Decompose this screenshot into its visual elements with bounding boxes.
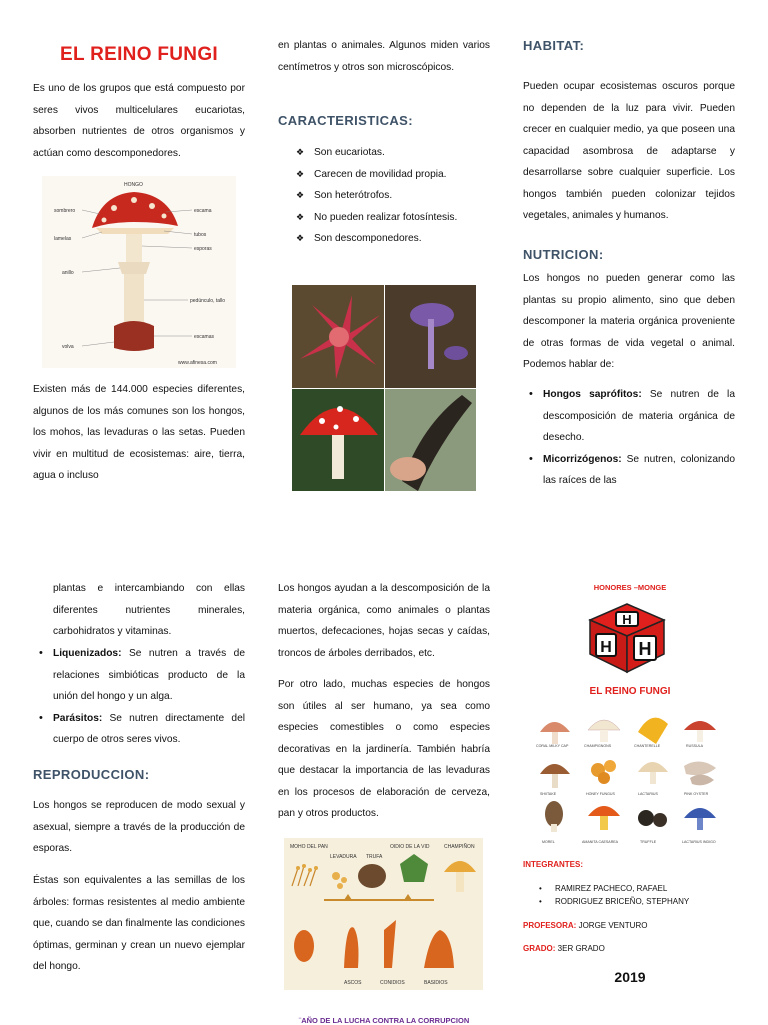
label-escamas: escamas bbox=[194, 334, 215, 340]
list-item: • Liquenizados: Se nutren a través de relaciones simbióticas producto de la unión del hongo y un alga. bbox=[33, 643, 245, 708]
mushroom-label: LACTARIUS INDIGO bbox=[682, 840, 716, 844]
mushroom-label: TRUFFLE bbox=[640, 840, 657, 844]
label-anillo: anillo bbox=[62, 270, 74, 276]
list-item: • RAMIREZ PACHECO, RAFAEL bbox=[539, 884, 668, 893]
label-volva: volva bbox=[62, 344, 74, 350]
footer-motto: ¨AÑO DE LA LUCHA CONTRA LA CORRUPCION bbox=[298, 1016, 470, 1025]
label-escama: escama bbox=[194, 208, 212, 214]
authors-header: HONORES –MONGE bbox=[593, 583, 667, 592]
mushroom-label: LACTARIUS bbox=[638, 792, 658, 796]
profesora-line: PROFESORA: JORGE VENTURO bbox=[523, 921, 648, 930]
year: 2019 bbox=[614, 969, 646, 985]
mushroom-label: AMANITA CAESAREA bbox=[582, 840, 619, 844]
list-item: • Micorrizógenos: Se nutren, colonizando las raíces de las bbox=[523, 449, 735, 492]
label-levadura: LEVADURA bbox=[330, 854, 357, 860]
label-basidios: BASIDIOS bbox=[424, 980, 448, 986]
label-pedunculo: pedúnculo, tallo bbox=[190, 298, 226, 304]
mushroom-label: CHANTERELLE bbox=[634, 744, 661, 748]
diagram-credit: www.afinesa.com bbox=[178, 360, 217, 366]
list-item: ❖ Son eucariotas. bbox=[296, 142, 496, 164]
logo-letter: H bbox=[638, 639, 652, 659]
label-tubos: tubos bbox=[194, 232, 207, 238]
label-ascos: ASCOS bbox=[344, 980, 362, 986]
nutricion-paragraph: Los hongos no pueden generar como las plantas su propio alimento, sino que deben descomponer la materia orgánica proveniente de otras formas de vida vegetal o animal. Podemos hablar de: bbox=[523, 273, 735, 370]
label-oidio: OIDIO DE LA VID bbox=[390, 844, 430, 850]
reproduccion-paragraph-2: Éstas son equivalentes a las semillas de los árboles: formas resistentes al medio ambiente que, cuando se dan finalmente las condiciones óptimas, germinan y crean un nuevo ejemplar del hongo. bbox=[33, 875, 245, 972]
list-item: ❖ Son heterótrofos. bbox=[296, 185, 496, 207]
list-item: • Parásitos: Se nutren directamente del cuerpo de otros seres vivos. bbox=[33, 708, 245, 751]
caracteristicas-heading: CARACTERISTICAS: bbox=[278, 113, 413, 128]
list-item: • RODRIGUEZ BRICEÑO, STEPHANY bbox=[539, 897, 690, 906]
label-sombrero: sombrero bbox=[54, 208, 76, 214]
list-item: ❖ No pueden realizar fotosíntesis. bbox=[296, 207, 496, 229]
mushroom-species-grid bbox=[534, 708, 724, 838]
cover-title: EL REINO FUNGI bbox=[589, 686, 671, 697]
dice-logo bbox=[586, 602, 668, 674]
mushroom-label: CORAL MILKY CAP bbox=[536, 744, 569, 748]
mushroom-label: PINK OYSTER bbox=[684, 792, 709, 796]
nutricion-heading: NUTRICION: bbox=[523, 247, 604, 262]
nutricion-list-continued bbox=[33, 643, 245, 751]
mushroom-anatomy-diagram bbox=[42, 176, 236, 368]
habitat-heading: HABITAT: bbox=[523, 38, 585, 53]
caracteristicas-list bbox=[296, 142, 496, 250]
label-laminillas: lamelas bbox=[54, 236, 72, 242]
intro-paragraph: Es uno de los grupos que está compuesto por seres vivos multicelulares eucariotas, absorben nutrientes de otros organismos y actúan como descomponedores. bbox=[33, 83, 245, 159]
descomposicion-paragraph: Los hongos ayudan a la descomposición de la materia orgánica, como animales o plantas muertos, defecaciones, hojas secas y caídas, troncos de árboles derribados, etc. bbox=[278, 583, 490, 659]
species-paragraph: Existen más de 144.000 especies diferentes, algunos de los más comunes son los hongos, los mohos, las levaduras o las setas. Pueden vivir en multitud de ecosistemas: aire, tierra, agua o incluso bbox=[33, 384, 245, 481]
mushroom-label: MOREL bbox=[542, 840, 555, 844]
list-item: ❖ Carecen de movilidad propia. bbox=[296, 164, 496, 186]
mushroom-label: HONEY FUNGUS bbox=[586, 792, 615, 796]
label-esporas: esporas bbox=[194, 246, 212, 252]
mushroom-label: CHAMPIGNONS bbox=[584, 744, 612, 748]
reproduccion-paragraph-1: Los hongos se reproducen de modo sexual y asexual, siempre a través de la producción de esporas. bbox=[33, 800, 245, 854]
mushroom-label: RUSSULA bbox=[686, 744, 703, 748]
label-trufa: TRUFA bbox=[366, 854, 383, 860]
fungi-types-illustration bbox=[284, 838, 483, 990]
mushroom-label: SHIITAKE bbox=[540, 792, 557, 796]
label-conidios: CONIDIOS bbox=[380, 980, 405, 986]
label-moho: MOHO DEL PAN bbox=[290, 844, 328, 850]
col4-continuation: plantas e intercambiando con ellas diferentes nutrientes minerales, carbohidratos y vitaminas. bbox=[53, 583, 245, 637]
reproduccion-heading: REPRODUCCION: bbox=[33, 767, 150, 782]
fungi-photo-collage bbox=[292, 285, 476, 491]
diagram-title: HONGO bbox=[124, 182, 143, 188]
list-item: ❖ Son descomponedores. bbox=[296, 228, 496, 250]
integrantes-list bbox=[523, 882, 689, 908]
col2-continuation: en plantas o animales. Algunos miden varios centímetros y otros son microscópicos. bbox=[278, 40, 490, 73]
list-item: • Hongos saprófitos: Se nutren de la descomposición de materia orgánica de desecho. bbox=[523, 384, 735, 449]
logo-letter: H bbox=[622, 612, 632, 627]
logo-letter: H bbox=[600, 639, 612, 656]
nutricion-list bbox=[523, 384, 735, 492]
label-champinon: CHAMPIÑON bbox=[444, 844, 475, 850]
utilidad-paragraph: Por otro lado, muchas especies de hongos son útiles al ser humano, ya sea como especies comestibles o como especies decorativas en la jardinería. También habría que destacar la importancia de las levaduras en los procesos de elaboración de cerveza, pan y otros productos. bbox=[278, 679, 490, 819]
main-title: EL REINO FUNGI bbox=[60, 44, 218, 65]
integrantes-label: INTEGRANTES: bbox=[523, 860, 583, 869]
grado-line: GRADO: 3ER GRADO bbox=[523, 944, 605, 953]
habitat-paragraph: Pueden ocupar ecosistemas oscuros porque no dependen de la luz para vivir. Pueden crecer en cualquier medio, ya que poseen una capacidad asombrosa de adaptarse y desarrollarse sobre cualquier superficie. Los hongos también pueden colonizar tejidos vegetales, animales y humanos. bbox=[523, 81, 735, 221]
